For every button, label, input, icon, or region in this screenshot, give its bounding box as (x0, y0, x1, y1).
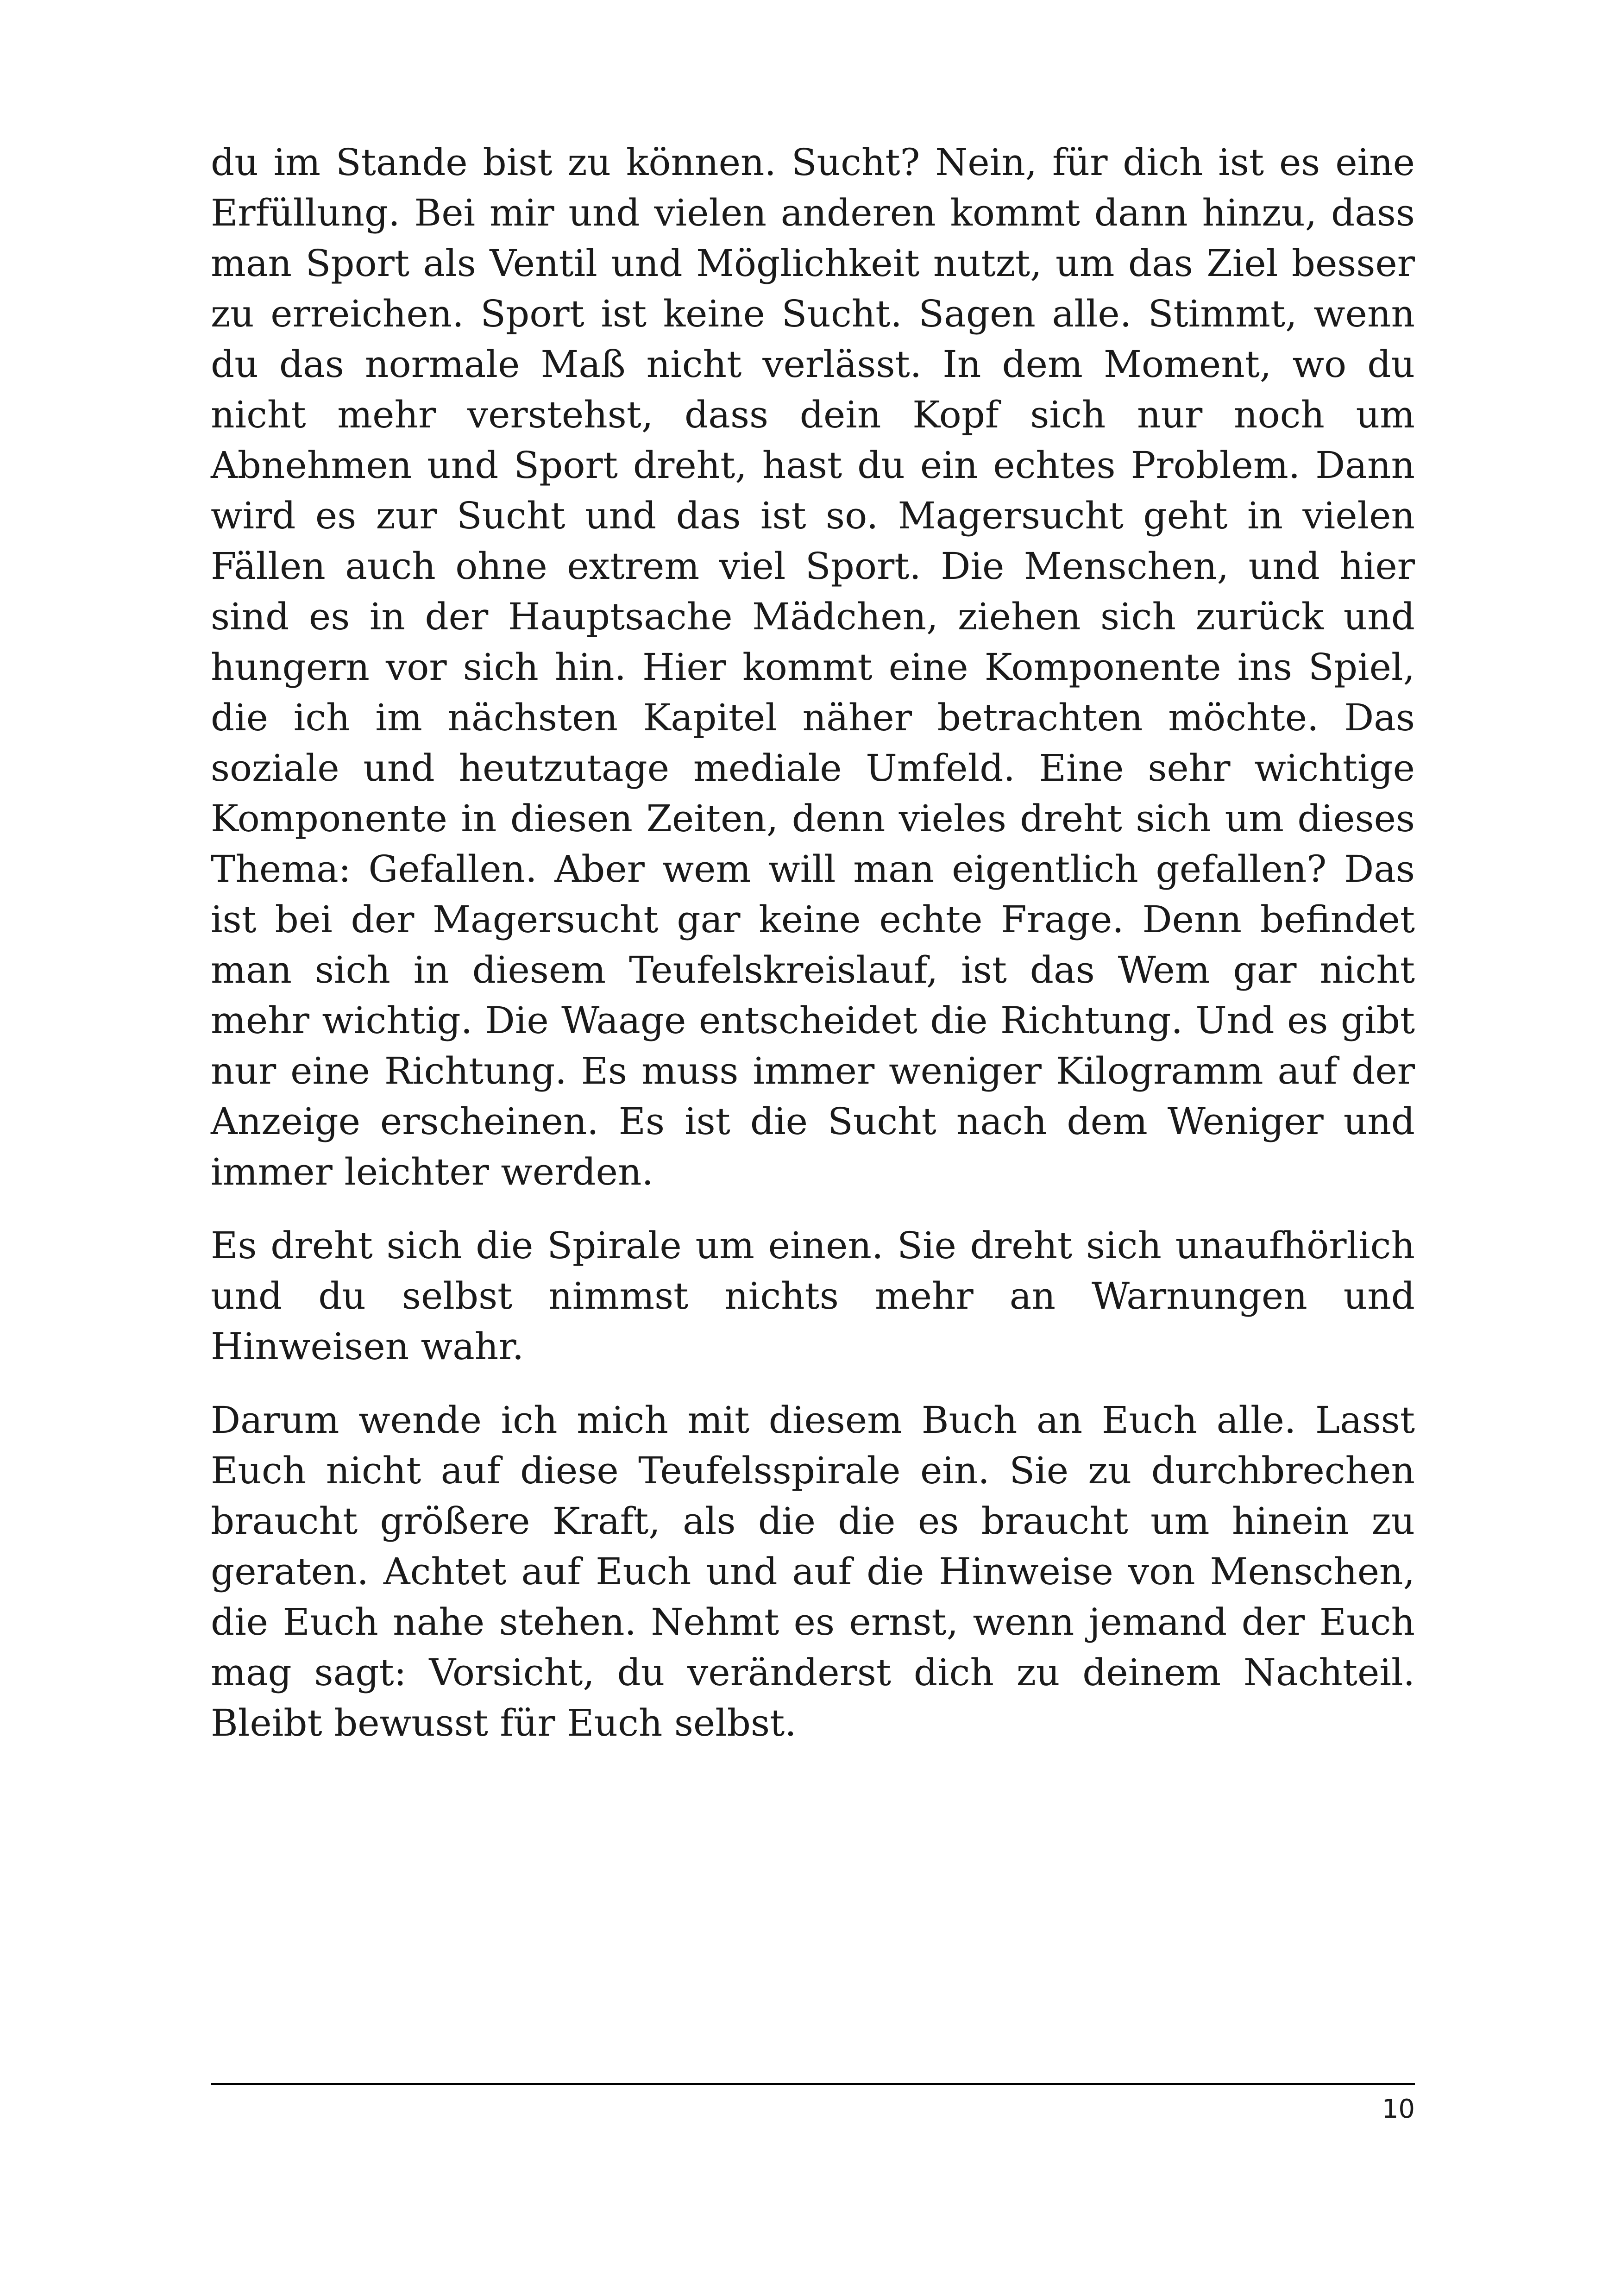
paragraph-3: Darum wende ich mich mit diesem Buch an Euch alle. Lasst Euch nicht auf diese Teufelsspirale ein. Sie zu durchbrechen braucht größere Kraft, als die die es braucht um hinein zu geraten. Achtet auf Euch und auf die Hinweise von Menschen, die Euch nahe stehen. Nehmt es ernst, wenn jemand der Euch mag sagt: Vorsicht, du veränderst dich zu deinem Nachteil. Bleibt bewusst für Euch selbst. (211, 1399, 1415, 1744)
paragraph-1: du im Stande bist zu können. Sucht? Nein, für dich ist es eine Erfüllung. Bei mir und vielen anderen kommt dann hinzu, dass man Sport als Ventil und Möglichkeit nutzt, um das Ziel besser zu erreichen. Sport ist keine Sucht. Sagen alle. Stimmt, wenn du das normale Maß nicht verlässt. In dem Moment, wo du nicht mehr verstehst, dass dein Kopf sich nur noch um Abnehmen und Sport dreht, hast du ein echtes Problem. Dann wird es zur Sucht und das ist so. Magersucht geht in vielen Fällen auch ohne extrem viel Sport. Die Menschen, und hier sind es in der Hauptsache Mädchen, ziehen sich zurück und hungern vor sich hin. Hier kommt eine Komponente ins Spiel, die ich im nächsten Kapitel näher betrachten möchte. Das soziale und heutzutage mediale Umfeld. Eine sehr wichtige Komponente in diesen Zeiten, denn vieles dreht sich um dieses Thema: Gefallen. Aber wem will man eigentlich gefallen? Das ist bei der Magersucht gar keine echte Frage. Denn befindet man sich in diesem Teufelskreislauf, ist das Wem gar nicht mehr wichtig. Die Waage entscheidet die Richtung. Und es gibt nur eine Richtung. Es muss immer weniger Kilogramm auf der Anzeige erscheinen. Es ist die Sucht nach dem Weniger und immer leichter werden. (211, 141, 1415, 1193)
body-text (211, 137, 1415, 1771)
footer-divider (211, 2083, 1415, 2085)
paragraph-2: Es dreht sich die Spirale um einen. Sie dreht sich unaufhörlich und du selbst nimmst nichts mehr an Warnungen und Hinweisen wahr. (211, 1224, 1415, 1368)
page-number: 10 (1382, 2094, 1415, 2124)
